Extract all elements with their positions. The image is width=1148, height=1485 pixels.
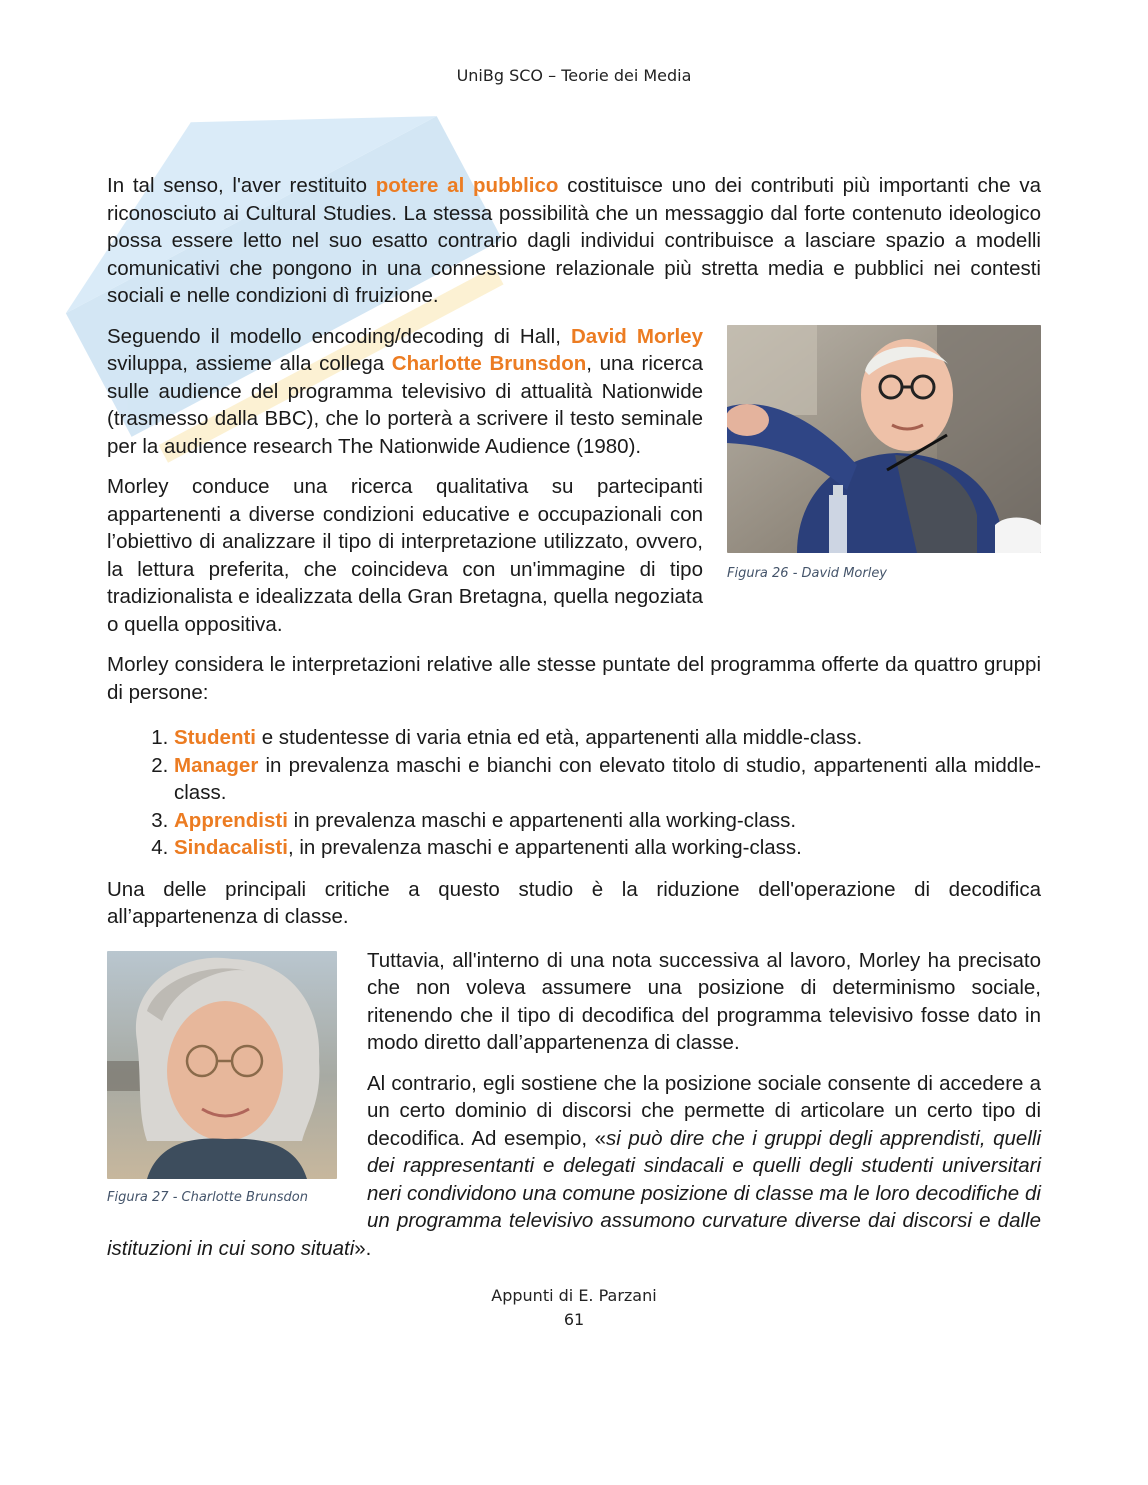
paragraph-6: Tuttavia, all'interno di una nota successiva al lavoro, Morley ha precisato che non voleva assumere una posizione di determinismo sociale, ritenendo che il tipo di decodifica del programma televisivo fosse dato in modo diretto dall’appartenenza di classe. [367, 948, 1041, 1054]
paragraph-7: Al contrario, egli sostiene che la posizione sociale consente di accedere a un certo dominio di discorsi che permette di articolare un certo tipo di decodifica. Ad esempio, «si può dire che i gruppi degli apprendisti, quelli dei rappresentanti e delegati sindacali e quelli degli studenti universitari neri condividono una comune posizione di classe ma le loro decodifiche di un programma televisivo assumono curvature diverse dai discorsi e dalle istituzioni in cui sono situati». [107, 1071, 1042, 1260]
figure-27-caption: Figura 27 - Charlotte Brunsdon [107, 1189, 308, 1205]
paragraph-1: In tal senso, l'aver restituito potere al pubblico costituisce uno dei contributi più importanti che va riconosciuto ai Cultural Studies. La stessa possibilità che un messaggio dal forte contenuto ideologico possa essere letto nel suo esatto contrario dagli individui contribuisce a lasciare spazio a modelli comunicativi che pongono in una connessione relazionale più stretta media e pubblici nei contesti sociali e nelle condizioni dì fruizione. [107, 174, 1042, 307]
highlight-david-morley: David Morley [571, 324, 703, 348]
page-number: 61 [563, 1310, 585, 1329]
highlight-charlotte-brunsdon: Charlotte Brunsdon [391, 352, 587, 375]
charlotte-brunsdon-photo [107, 951, 337, 1179]
page-content [107, 172, 1041, 1275]
figure-26-caption: Figura 26 - David Morley [727, 565, 888, 581]
page-footer [0, 1284, 1148, 1332]
list-item: 2. Manager in prevalenza maschi e bianchi con elevato titolo di studio, appartenenti alla middle-class. [174, 752, 1041, 807]
paragraph-5: Una delle principali critiche a questo studio è la riduzione dell'operazione di decodifica all’appartenenza di classe. [107, 877, 1041, 928]
footer-author: Appunti di E. Parzani [491, 1286, 657, 1305]
figure-27 [107, 951, 337, 1207]
highlight-potere-al-pubblico: potere al pubblico [375, 174, 559, 197]
figure-26 [727, 325, 1041, 583]
list-item: 4. Sindacalisti, in prevalenza maschi e appartenenti alla working-class. [174, 834, 1041, 862]
groups-list [107, 724, 1041, 862]
list-item: 1. Studenti e studentesse di varia etnia ed età, appartenenti alla middle-class. [174, 724, 1041, 752]
list-item: 3. Apprendisti in prevalenza maschi e appartenenti alla working-class. [174, 807, 1041, 835]
quote: si può dire che i gruppi degli apprendisti, quelli dei rappresentanti e delegati sindacali e quelli degli studenti universitari neri condividono una comune posizione di classe ma le loro decodifiche di un programma televisivo assumono curvature diverse dai discorsi e dalle istituzioni in cui sono situati [107, 1126, 1042, 1260]
page-header: UniBg SCO – Teorie dei Media [456, 66, 692, 85]
paragraph-2: Seguendo il modello encoding/decoding di Hall, David Morley sviluppa, assieme alla collega Charlotte Brunsdon, una ricerca sulle audience del programma televisivo di attualità Nationwide (trasmesso dalla BBC), che lo porterà a scrivere il testo seminale per la audience research The Nationwide Audience (1980). [107, 324, 703, 458]
paragraph-4: Morley considera le interpretazioni relative alle stesse puntate del programma offerte da quattro gruppi di persone: [107, 653, 1041, 704]
david-morley-photo [727, 325, 1041, 553]
paragraph-3: Morley conduce una ricerca qualitativa su partecipanti appartenenti a diverse condizioni educative e occupazionali con l’obiettivo di analizzare il tipo di interpretazione utilizzato, ovvero, la lettura preferita, che coincideva con un'immagine di tipo tradizionalista e idealizzata della Gran Bretagna, quella negoziata o quella oppositiva. [107, 475, 703, 636]
